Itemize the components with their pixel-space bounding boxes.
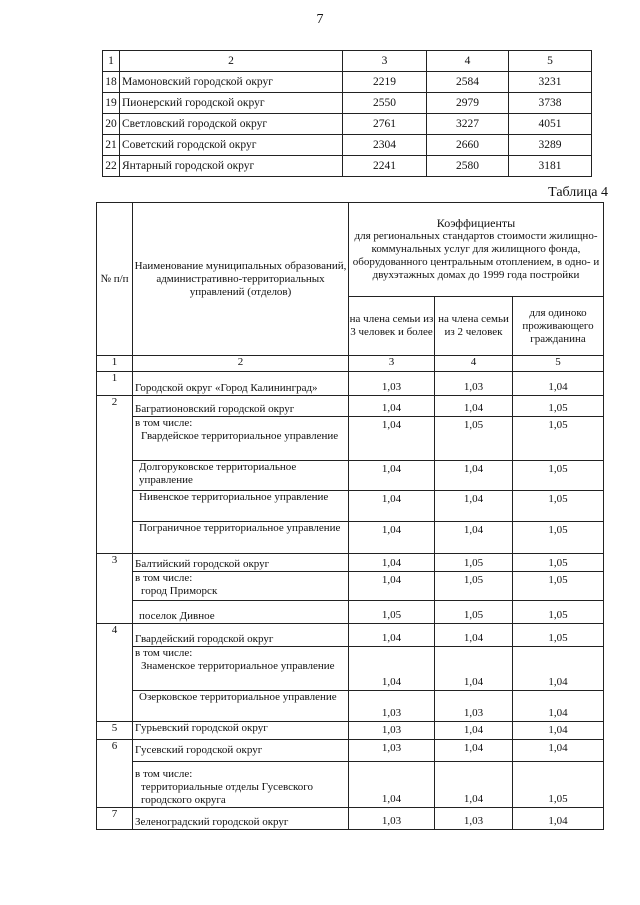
row-name: Зеленоградский городской округ — [133, 808, 349, 830]
table-row — [97, 491, 604, 522]
row-number: 6 — [97, 740, 133, 808]
row-value: 3227 — [427, 114, 509, 135]
row-value: 1,04 — [349, 554, 435, 572]
row-name: Пограничное территориальное управление — [133, 522, 349, 554]
row-value: 1,05 — [435, 572, 513, 601]
table-row — [97, 372, 604, 396]
table-row — [97, 522, 604, 554]
row-value: 1,04 — [435, 624, 513, 647]
row-value: 3231 — [509, 72, 592, 93]
table-row — [97, 396, 604, 417]
row-number: 2 — [97, 396, 133, 554]
row-intro: в том числе: — [135, 572, 193, 584]
table-row — [103, 135, 592, 156]
row-name: Пионерский городской округ — [120, 93, 343, 114]
table-row — [97, 572, 604, 601]
header-col5: для одиноко проживающего гражданина — [513, 297, 604, 356]
row-value: 1,03 — [349, 740, 435, 762]
header-cell: 2 — [120, 51, 343, 72]
row-value: 1,04 — [349, 396, 435, 417]
row-value: 1,05 — [349, 601, 435, 624]
row-name: Гвардейское территориальное управление — [141, 430, 339, 442]
table-row — [103, 156, 592, 177]
row-name: Гвардейский городской округ — [133, 624, 349, 647]
row-value: 1,03 — [349, 808, 435, 830]
row-value: 1,05 — [513, 624, 604, 647]
row-value: 1,03 — [349, 722, 435, 740]
row-value: 3289 — [509, 135, 592, 156]
row-value: 1,04 — [435, 522, 513, 554]
row-value: 2761 — [343, 114, 427, 135]
row-value: 1,04 — [513, 691, 604, 722]
row-value: 1,04 — [349, 624, 435, 647]
header-cell: 5 — [509, 51, 592, 72]
row-value: 1,04 — [513, 722, 604, 740]
row-value: 1,05 — [513, 762, 604, 808]
header-name: Наименование муниципальных образований, административно-территориальных управлений (отделов) — [133, 203, 349, 356]
row-value: 1,05 — [513, 554, 604, 572]
row-number: 21 — [103, 135, 120, 156]
row-name: Балтийский городской округ — [133, 554, 349, 572]
row-value: 1,03 — [435, 372, 513, 396]
row-value: 1,03 — [349, 372, 435, 396]
row-number: 7 — [97, 808, 133, 830]
row-name: Гурьевский городской округ — [133, 722, 349, 740]
row-value: 1,04 — [435, 647, 513, 691]
table-header-row — [103, 51, 592, 72]
row-value: 2241 — [343, 156, 427, 177]
index-cell: 4 — [435, 356, 513, 372]
table-row — [97, 417, 604, 461]
row-name: Янтарный городской округ — [120, 156, 343, 177]
header-number: № п/п — [97, 203, 133, 356]
row-value: 2584 — [427, 72, 509, 93]
row-number: 1 — [97, 372, 133, 396]
table-index-row — [97, 356, 604, 372]
table-row — [103, 114, 592, 135]
row-value: 1,05 — [513, 396, 604, 417]
row-value: 1,05 — [435, 554, 513, 572]
row-value: 1,04 — [349, 461, 435, 491]
row-value: 1,04 — [513, 647, 604, 691]
row-value: 1,05 — [435, 601, 513, 624]
continuation-table — [102, 50, 592, 177]
row-intro: в том числе: — [135, 768, 193, 780]
table-row — [97, 554, 604, 572]
row-name-cell — [133, 647, 349, 691]
row-value: 1,04 — [513, 372, 604, 396]
row-number: 22 — [103, 156, 120, 177]
row-value: 1,04 — [349, 572, 435, 601]
row-value: 3738 — [509, 93, 592, 114]
header-cell: 3 — [343, 51, 427, 72]
table-header-row — [97, 203, 604, 297]
row-name-cell — [133, 572, 349, 601]
row-value: 1,04 — [513, 740, 604, 762]
row-value: 1,04 — [349, 417, 435, 461]
table-row — [97, 722, 604, 740]
row-value: 1,05 — [513, 572, 604, 601]
table-row — [97, 808, 604, 830]
row-name: Долгоруковское территориальное управление — [133, 461, 349, 491]
row-number: 5 — [97, 722, 133, 740]
row-name: Озерковское территориальное управление — [133, 691, 349, 722]
row-name: Багратионовский городской округ — [133, 396, 349, 417]
row-value: 1,04 — [435, 396, 513, 417]
table-row — [97, 740, 604, 762]
table-row — [97, 691, 604, 722]
row-number: 3 — [97, 554, 133, 624]
row-value: 1,03 — [435, 691, 513, 722]
table-row — [97, 647, 604, 691]
row-value: 1,05 — [513, 491, 604, 522]
row-value: 2219 — [343, 72, 427, 93]
row-value: 1,05 — [513, 601, 604, 624]
row-name: Городской округ «Город Калининград» — [133, 372, 349, 396]
table-row — [97, 624, 604, 647]
row-number: 19 — [103, 93, 120, 114]
row-intro: в том числе: — [135, 647, 193, 659]
row-value: 2304 — [343, 135, 427, 156]
page-number: 7 — [316, 12, 324, 27]
header-col3: на члена семьи из 3 человек и более — [349, 297, 435, 356]
header-coefficients-desc: для региональных стандартов стоимости жилищно-коммунальных услуг для жилищного фонда, оборудованного центральным отоплением, в одно- и двухэтажных домах до 1999 года постройки — [352, 230, 600, 281]
row-number: 4 — [97, 624, 133, 722]
row-name: Мамоновский городской округ — [120, 72, 343, 93]
row-name: Гусевский городской округ — [133, 740, 349, 762]
row-value: 4051 — [509, 114, 592, 135]
table-row — [97, 762, 604, 808]
header-cell: 1 — [103, 51, 120, 72]
row-value: 1,04 — [349, 491, 435, 522]
row-value: 1,04 — [349, 762, 435, 808]
row-value: 3181 — [509, 156, 592, 177]
row-value: 2979 — [427, 93, 509, 114]
header-cell: 4 — [427, 51, 509, 72]
header-coefficients — [349, 203, 604, 297]
row-value: 1,04 — [349, 647, 435, 691]
row-number: 18 — [103, 72, 120, 93]
row-value: 1,04 — [435, 722, 513, 740]
row-value: 1,04 — [435, 740, 513, 762]
table-row — [103, 93, 592, 114]
row-intro: в том числе: — [135, 417, 193, 429]
row-value: 1,03 — [435, 808, 513, 830]
row-name: Советский городской округ — [120, 135, 343, 156]
index-cell: 1 — [97, 356, 133, 372]
row-number: 20 — [103, 114, 120, 135]
row-name-cell — [133, 417, 349, 461]
row-value: 2580 — [427, 156, 509, 177]
row-value: 1,04 — [513, 808, 604, 830]
table-caption: Таблица 4 — [548, 185, 608, 200]
table-row — [97, 461, 604, 491]
row-value: 1,04 — [435, 491, 513, 522]
index-cell: 2 — [133, 356, 349, 372]
row-name: поселок Дивное — [133, 601, 349, 624]
row-value: 2550 — [343, 93, 427, 114]
coefficients-table — [96, 202, 604, 830]
row-value: 1,05 — [513, 417, 604, 461]
header-coefficients-title: Коэффициенты — [436, 216, 516, 230]
row-name-cell — [133, 762, 349, 808]
row-value: 1,05 — [513, 461, 604, 491]
row-name: Знаменское территориальное управление — [141, 660, 335, 672]
row-value: 1,04 — [435, 461, 513, 491]
header-col4: на члена семьи из 2 человек — [435, 297, 513, 356]
index-cell: 3 — [349, 356, 435, 372]
row-name: территориальные отделы Гусевского городского округа — [141, 781, 314, 806]
row-value: 1,05 — [435, 417, 513, 461]
table-row — [97, 601, 604, 624]
row-value: 1,03 — [349, 691, 435, 722]
row-name: Светловский городской округ — [120, 114, 343, 135]
row-name: город Приморск — [141, 585, 218, 597]
row-value: 1,04 — [349, 522, 435, 554]
table-row — [103, 72, 592, 93]
row-value: 2660 — [427, 135, 509, 156]
index-cell: 5 — [513, 356, 604, 372]
row-value: 1,05 — [513, 522, 604, 554]
row-value: 1,04 — [435, 762, 513, 808]
row-name: Нивенское территориальное управление — [133, 491, 349, 522]
